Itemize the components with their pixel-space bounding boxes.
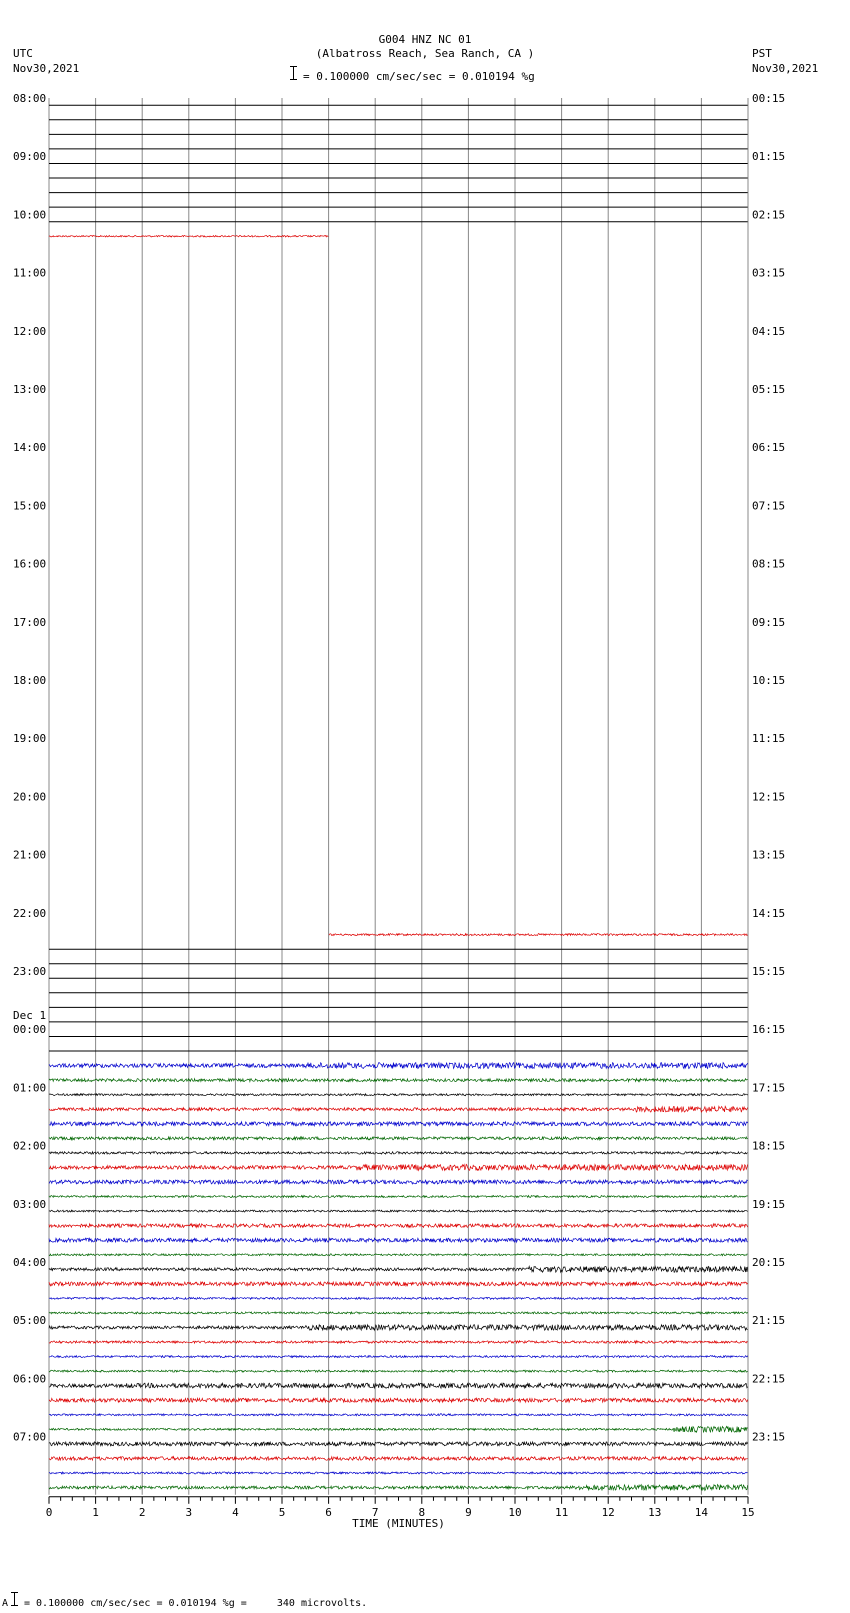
- x-tick-label: 12: [601, 1505, 615, 1519]
- trace-line: [49, 1180, 748, 1184]
- left-timezone: UTC: [13, 47, 33, 60]
- utc-time-label: 19:00: [13, 732, 47, 746]
- trace-line: [49, 1224, 748, 1228]
- utc-time-label: 03:00: [13, 1197, 47, 1211]
- trace-line: [49, 1079, 748, 1082]
- utc-time-label: 13:00: [13, 383, 47, 396]
- trace-line: [49, 1152, 748, 1154]
- trace-line: [49, 1094, 748, 1096]
- pst-time-label: 01:15: [752, 150, 786, 164]
- utc-time-label: 02:00: [13, 1139, 47, 1153]
- trace-line: [49, 1457, 748, 1461]
- pst-time-label: 23:15: [752, 1430, 786, 1444]
- trace-line: [49, 1196, 748, 1198]
- trace-line: [49, 1297, 748, 1299]
- pst-time-label: 10:15: [752, 674, 786, 687]
- trace-line: [49, 1472, 748, 1474]
- x-tick-label: 1: [92, 1505, 99, 1519]
- x-axis-label: TIME (MINUTES): [352, 1516, 445, 1530]
- station-title: G004 HNZ NC 01: [378, 33, 472, 46]
- trace-line: [49, 1164, 748, 1170]
- x-tick-label: 7: [371, 1505, 379, 1519]
- utc-time-label: 05:00: [13, 1314, 47, 1328]
- utc-time-label: 16:00: [13, 557, 47, 571]
- pst-time-label: 04:15: [752, 324, 786, 338]
- station-location: (Albatross Reach, Sea Ranch, CA ): [315, 47, 535, 60]
- pst-time-label: 20:15: [752, 1256, 786, 1269]
- trace-line: [49, 1442, 748, 1446]
- trace-line: [49, 1312, 748, 1314]
- utc-time-label: 00:00: [13, 1023, 47, 1037]
- trace-line: [49, 1122, 748, 1126]
- utc-time-label: 01:00: [13, 1081, 47, 1095]
- trace-line: [49, 1063, 748, 1069]
- trace-line: [329, 934, 748, 936]
- pst-time-label: 12:15: [752, 790, 786, 804]
- utc-time-label: 07:00: [13, 1430, 47, 1444]
- x-tick-label: 4: [232, 1505, 239, 1519]
- pst-time-label: 22:15: [752, 1372, 786, 1386]
- utc-time-label: 14:00: [13, 441, 47, 455]
- utc-time-label: 18:00: [13, 674, 47, 687]
- utc-date-label: Dec 1: [13, 1009, 47, 1023]
- x-tick-label: 3: [185, 1505, 193, 1519]
- utc-time-label: 11:00: [13, 266, 47, 280]
- trace-line: [49, 1238, 748, 1242]
- x-tick-label: 8: [418, 1505, 426, 1519]
- utc-time-label: 23:00: [13, 965, 47, 978]
- utc-time-label: 04:00: [13, 1256, 47, 1269]
- pst-time-label: 02:15: [752, 208, 786, 222]
- pst-time-label: 16:15: [752, 1023, 786, 1037]
- x-tick-label: 5: [278, 1505, 286, 1519]
- utc-time-label: 09:00: [13, 150, 47, 164]
- pst-time-label: 21:15: [752, 1314, 786, 1328]
- trace-line: [49, 1137, 748, 1140]
- x-tick-label: 2: [138, 1505, 146, 1519]
- utc-time-label: 06:00: [13, 1372, 47, 1386]
- left-date: Nov30,2021: [13, 62, 80, 75]
- utc-time-label: 12:00: [13, 324, 47, 338]
- pst-time-label: 06:15: [752, 441, 786, 455]
- footer-mark: A: [2, 1598, 9, 1609]
- x-tick-label: 6: [325, 1505, 332, 1519]
- pst-time-label: 11:15: [752, 732, 786, 746]
- right-date: Nov30,2021: [752, 62, 819, 75]
- pst-time-label: 14:15: [752, 906, 786, 920]
- trace-line: [49, 1356, 748, 1358]
- x-tick-label: 10: [508, 1505, 522, 1519]
- scale-text: = 0.100000 cm/sec/sec = 0.010194 %g: [303, 70, 535, 83]
- trace-line: [49, 1106, 748, 1112]
- pst-time-label: 09:15: [752, 615, 786, 629]
- pst-time-label: 03:15: [752, 266, 786, 280]
- trace-line: [49, 1266, 748, 1272]
- trace-line: [49, 1426, 748, 1432]
- pst-time-label: 00:15: [752, 92, 786, 105]
- trace-line: [49, 1254, 748, 1256]
- pst-time-label: 07:15: [752, 499, 786, 513]
- trace-line: [49, 1341, 748, 1343]
- utc-time-label: 21:00: [13, 848, 47, 862]
- utc-time-label: 22:00: [13, 906, 47, 920]
- trace-line: [49, 1383, 748, 1388]
- trace-line: [49, 1398, 748, 1402]
- pst-time-label: 17:15: [752, 1081, 786, 1095]
- pst-time-label: 15:15: [752, 965, 786, 978]
- pst-time-label: 05:15: [752, 383, 786, 396]
- x-tick-label: 0: [45, 1505, 53, 1519]
- x-tick-label: 9: [465, 1505, 472, 1519]
- utc-time-label: 10:00: [13, 208, 47, 222]
- pst-time-label: 13:15: [752, 848, 786, 862]
- right-timezone: PST: [752, 47, 772, 60]
- utc-time-label: 15:00: [13, 499, 47, 513]
- pst-time-label: 19:15: [752, 1197, 786, 1211]
- trace-line: [49, 1282, 748, 1286]
- trace-line: [49, 1485, 748, 1491]
- x-tick-label: 15: [741, 1505, 755, 1519]
- x-tick-label: 14: [694, 1505, 709, 1519]
- trace-line: [49, 1370, 748, 1372]
- x-tick-label: 11: [554, 1505, 569, 1519]
- pst-time-label: 08:15: [752, 557, 786, 571]
- trace-line: [49, 1325, 748, 1331]
- x-tick-label: 13: [648, 1505, 662, 1519]
- trace-line: [49, 1210, 748, 1212]
- utc-time-label: 08:00: [13, 92, 47, 105]
- pst-time-label: 18:15: [752, 1139, 786, 1153]
- trace-line: [49, 1414, 748, 1416]
- utc-time-label: 20:00: [13, 790, 47, 804]
- footer-scale-text: = 0.100000 cm/sec/sec = 0.010194 %g = 340 microvolts.: [24, 1598, 368, 1609]
- utc-time-label: 17:00: [13, 615, 47, 629]
